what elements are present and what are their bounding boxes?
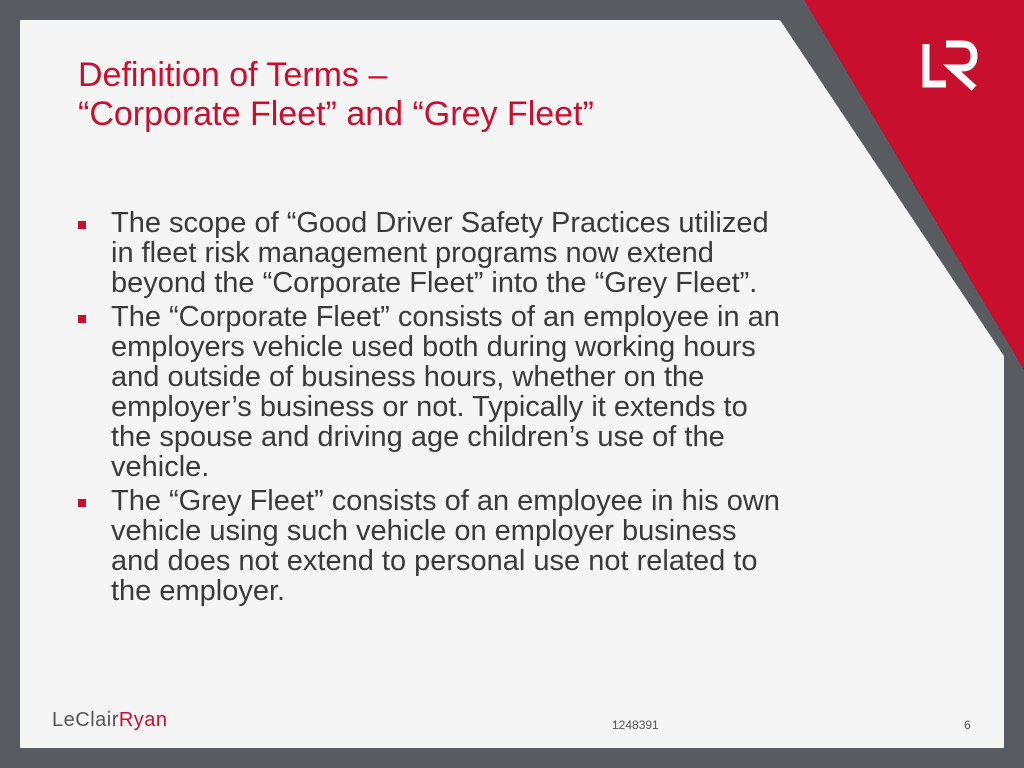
page-number: 6 [964,718,971,732]
bullet-item-scope [78,208,948,298]
brand-name-left: LeClair [52,709,119,731]
slide-title [78,56,594,134]
bullet-line: and outside of business hours, whether on the [111,361,705,393]
bullet-line: beyond the “Corporate Fleet” into the “Grey Fleet”. [111,267,758,299]
bullet-line: vehicle. [111,451,210,483]
bullet-line: and does not extend to personal use not related to [111,545,758,577]
title-line-1: Definition of Terms – [78,56,388,94]
bullet-item-corporate-fleet [78,302,948,482]
brand-name-right: Ryan [118,709,168,731]
square-bullet-icon [78,499,86,507]
square-bullet-icon [78,315,86,323]
footer-brand-logo [52,709,168,732]
bullet-list [78,208,948,610]
document-number: 1248391 [612,718,659,732]
bullet-line: The “Corporate Fleet” consists of an employee in an [111,301,780,333]
bullet-item-grey-fleet [78,486,948,606]
bullet-line: The “Grey Fleet” consists of an employee in his own [111,485,780,517]
bullet-line: employers vehicle used both during working hours [111,331,756,363]
bullet-line: in fleet risk management programs now extend [111,237,714,269]
bullet-line: employer’s business or not. Typically it extends to [111,391,748,423]
bullet-line: vehicle using such vehicle on employer business [111,515,737,547]
lr-logo-icon [920,40,982,92]
title-line-2: “Corporate Fleet” and “Grey Fleet” [78,95,594,133]
bullet-line: the spouse and driving age children’s use of the [111,421,725,453]
bullet-line: The scope of “Good Driver Safety Practices utilized [111,207,769,239]
bullet-line: the employer. [111,575,286,607]
square-bullet-icon [78,221,86,229]
